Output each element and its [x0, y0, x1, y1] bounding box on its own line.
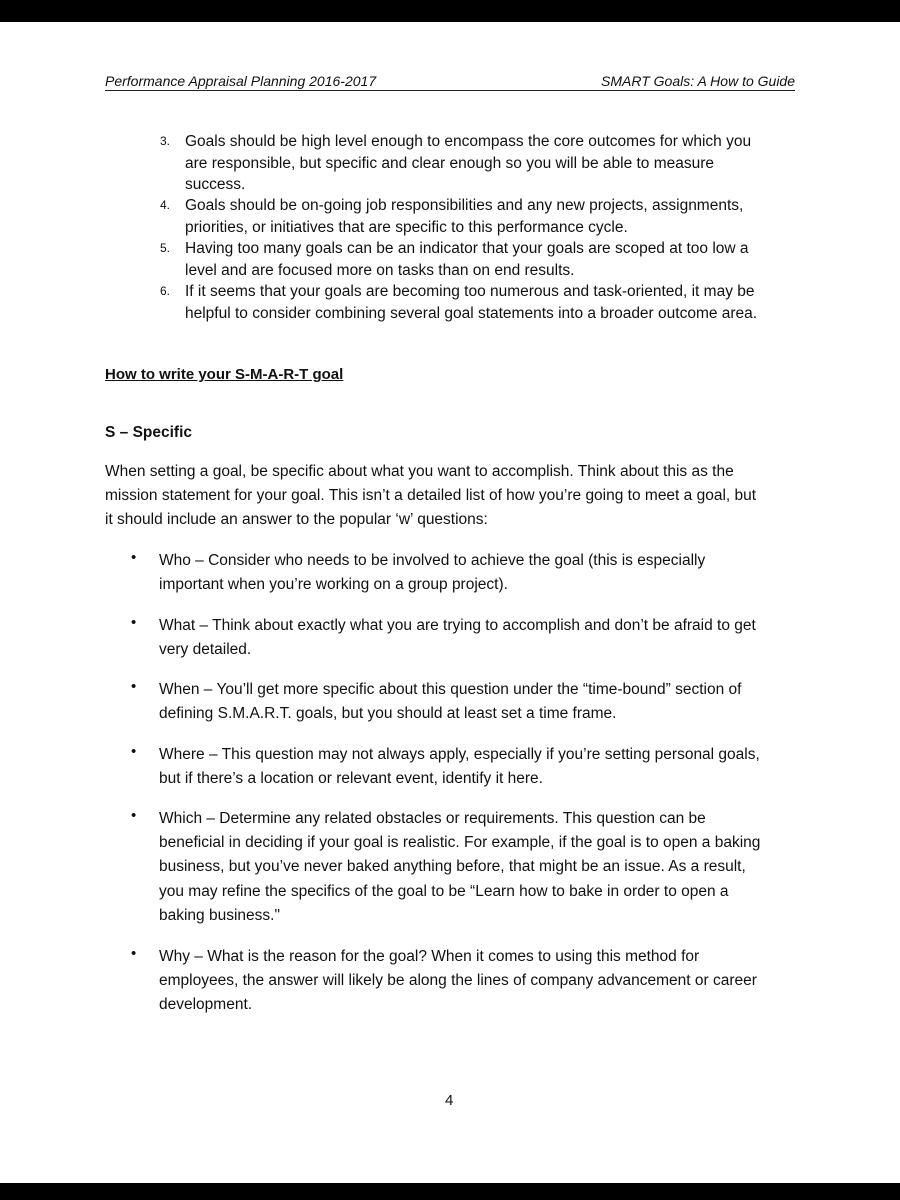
- list-item: [185, 281, 757, 324]
- list-item-line: helpful to consider combining several goal statements into a broader outcome area.: [185, 304, 758, 322]
- list-number: 5.: [160, 241, 171, 255]
- list-number: 4.: [160, 198, 171, 212]
- top-black-bar: [0, 0, 900, 22]
- bullet-item-line: When – You’ll get more specific about this question under the “time-bound” section of: [159, 681, 742, 698]
- bullet-item-line: Which – Determine any related obstacles or requirements. This question can be: [159, 810, 706, 827]
- bullet-item: [159, 945, 757, 1018]
- paragraph-line: mission statement for your goal. This isn’t a detailed list of how you’re going to meet a goal, but: [105, 487, 757, 504]
- bullet-item-line: important when you’re working on a group project).: [159, 576, 508, 594]
- bullet-item-line: you may refine the specifics of the goal to be “Learn how to bake in order to open a: [159, 882, 729, 900]
- bullet-icon: •: [131, 807, 137, 824]
- list-number: 6.: [160, 284, 171, 298]
- bullet-icon: •: [131, 678, 137, 695]
- bullet-item-line: baking business.": [159, 906, 280, 924]
- list-item-line: Having too many goals can be an indicator that your goals are scoped at too low a: [185, 240, 749, 257]
- list-item: [185, 131, 751, 196]
- bullet-item-line: Who – Consider who needs to be involved to achieve the goal (this is especially: [159, 552, 706, 569]
- bullet-item-line: defining S.M.A.R.T. goals, but you should at least set a time frame.: [159, 705, 617, 723]
- list-item-line: level and are focused more on tasks than on end results.: [185, 261, 575, 279]
- bullet-item-line: business, but you’ve never baked anything before, that might be an issue. As a result,: [159, 858, 746, 876]
- bullet-item-line: very detailed.: [159, 641, 252, 659]
- bullet-item: [159, 549, 705, 597]
- paragraph-line: it should include an answer to the popular ‘w’ questions:: [105, 511, 488, 528]
- bullet-item-line: development.: [159, 996, 253, 1014]
- header-left: Performance Appraisal Planning 2016-2017: [105, 73, 377, 89]
- list-item: [185, 195, 743, 238]
- bullet-item: [159, 743, 760, 791]
- list-item-line: priorities, or initiatives that are specific to this performance cycle.: [185, 218, 628, 236]
- list-item: [185, 238, 749, 281]
- list-item-line: Goals should be on-going job responsibilities and any new projects, assignments,: [185, 197, 744, 214]
- bottom-black-bar: [0, 1183, 900, 1200]
- intro-paragraph: [105, 460, 756, 532]
- section-heading: How to write your S-M-A-R-T goal: [105, 366, 344, 383]
- bullet-item-line: Where – This question may not always apply, especially if you’re setting personal goals,: [159, 746, 760, 763]
- bullet-icon: •: [131, 945, 137, 962]
- subheading-specific: S – Specific: [105, 424, 193, 441]
- list-item-line: success.: [185, 176, 246, 193]
- paragraph-line: When setting a goal, be specific about what you want to accomplish. Think about this as the: [105, 463, 734, 480]
- page-header: [105, 71, 795, 91]
- bullet-item: [159, 614, 756, 662]
- page-number: 4: [445, 1092, 454, 1109]
- header-right: SMART Goals: A How to Guide: [601, 73, 795, 89]
- bullet-item: [159, 807, 760, 928]
- bullet-icon: •: [131, 743, 137, 760]
- bullet-item-line: employees, the answer will likely be along the lines of company advancement or career: [159, 972, 757, 990]
- bullet-item-line: Why – What is the reason for the goal? When it comes to using this method for: [159, 948, 700, 965]
- bullet-icon: •: [131, 549, 137, 566]
- list-item-line: are responsible, but specific and clear enough so you will be able to measure: [185, 154, 715, 172]
- bullet-item-line: What – Think about exactly what you are trying to accomplish and don’t be afraid to get: [159, 617, 756, 634]
- list-item-line: Goals should be high level enough to encompass the core outcomes for which you: [185, 133, 752, 150]
- list-item-line: If it seems that your goals are becoming too numerous and task-oriented, it may be: [185, 283, 755, 300]
- bullet-icon: •: [131, 614, 137, 631]
- bullet-item-line: beneficial in deciding if your goal is realistic. For example, if the goal is to open a baking: [159, 834, 761, 852]
- bullet-item: [159, 678, 741, 726]
- bullet-item-line: but if there’s a location or relevant event, identify it here.: [159, 770, 543, 788]
- list-number: 3.: [160, 134, 171, 148]
